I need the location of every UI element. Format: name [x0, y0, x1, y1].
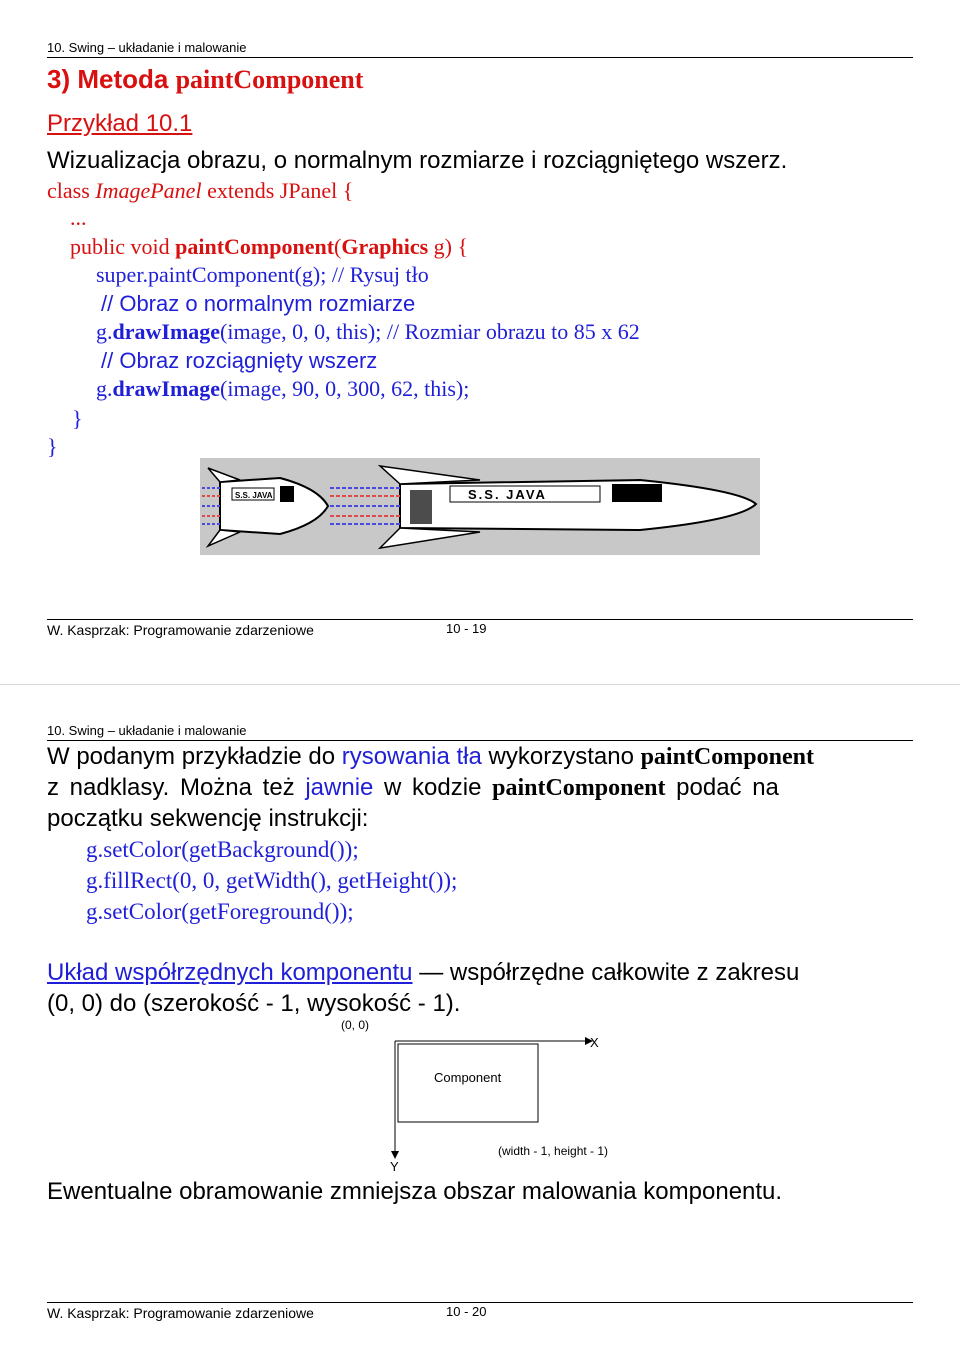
- section-title-text: 3) Metoda: [47, 64, 176, 94]
- text-run: — współrzędne całkowite z zakresu: [412, 959, 800, 986]
- code-comment-1: // Obraz o normalnym rozmiarze: [101, 291, 416, 316]
- code-line-3: g.setColor(getForeground());: [86, 899, 354, 924]
- coordinate-system-link: Układ współrzędnych komponentu: [47, 959, 413, 986]
- header-rule: [47, 740, 913, 741]
- code-line-1: [47, 178, 353, 204]
- text-run: paintComponent: [492, 775, 666, 801]
- code-token: g.: [96, 319, 113, 344]
- code-line-9: }: [72, 406, 83, 431]
- footer-author: W. Kasprzak: Programowanie zdarzeniowe: [47, 1305, 314, 1321]
- wide-rocket-label: S.S. JAVA: [468, 487, 547, 502]
- page-header: 10. Swing – układanie i malowanie: [47, 40, 247, 55]
- wide-rocket: [330, 466, 756, 548]
- component-label: Component: [434, 1070, 502, 1085]
- code-line-1: g.setColor(getBackground());: [86, 837, 359, 862]
- page-separator: [0, 684, 960, 685]
- paragraph-1-line-2: [47, 774, 779, 802]
- example-heading: Przykład 10.1: [47, 110, 193, 137]
- code-line-2: ...: [70, 205, 87, 230]
- text-run: podać na: [665, 774, 779, 801]
- page-header: 10. Swing – układanie i malowanie: [47, 723, 247, 738]
- text-run: rysowania tła: [341, 743, 482, 770]
- rocket-image: [200, 458, 760, 555]
- code-line-4: super.paintComponent(g); // Rysuj tło: [96, 262, 429, 287]
- text-run: W podanym przykładzie do: [47, 743, 342, 770]
- code-token: drawImage: [112, 319, 221, 344]
- code-token: (image, 0, 0, this); // Rozmiar obrazu to 85 x 62: [220, 319, 640, 344]
- footer-author: W. Kasprzak: Programowanie zdarzeniowe: [47, 622, 314, 638]
- footer-rule: [47, 619, 913, 620]
- closing-paragraph: Ewentualne obramowanie zmniejsza obszar malowania komponentu.: [47, 1178, 783, 1205]
- x-axis-label: X: [590, 1035, 599, 1050]
- code-token: public void: [70, 234, 176, 259]
- header-rule: [47, 57, 913, 58]
- footer-rule: [47, 1302, 913, 1303]
- code-comment-2: // Obraz rozciągnięty wszerz: [101, 348, 378, 373]
- code-line-8: [96, 376, 469, 402]
- coordinate-diagram-svg: [330, 1016, 630, 1174]
- footer-page-number: 10 - 20: [446, 1304, 487, 1319]
- code-token: g) {: [428, 234, 469, 259]
- origin-label: (0, 0): [341, 1018, 370, 1032]
- footer-page-number: 10 - 19: [446, 621, 487, 636]
- code-token: extends JPanel {: [201, 178, 354, 203]
- paragraph-1-line-3: początku sekwencję instrukcji:: [47, 805, 369, 832]
- rocket-illustration: [200, 458, 760, 555]
- small-rocket-label: S.S. JAVA: [235, 491, 273, 500]
- y-axis-label: Y: [390, 1159, 399, 1174]
- code-token: (: [334, 234, 342, 259]
- text-run: paintComponent: [640, 744, 814, 770]
- text-run: wykorzystano: [481, 743, 641, 770]
- code-line-3: [70, 234, 468, 260]
- corner-label: (width - 1, height - 1): [498, 1144, 609, 1158]
- code-token: ImagePanel: [95, 178, 202, 203]
- code-line-2: g.fillRect(0, 0, getWidth(), getHeight());: [86, 868, 458, 893]
- text-run: jawnie: [305, 774, 374, 801]
- text-run: w kodzie: [373, 774, 493, 801]
- paragraph-1-line-1: [47, 743, 814, 771]
- code-token: Graphics: [341, 234, 429, 259]
- code-line-10: }: [47, 434, 58, 459]
- section-title: [47, 64, 363, 95]
- paragraph-2-line-1: [47, 959, 799, 987]
- description: Wizualizacja obrazu, o normalnym rozmiarze i rozciągniętego wszerz.: [47, 147, 788, 174]
- section-title-code: paintComponent: [175, 65, 364, 94]
- code-token: (image, 90, 0, 300, 62, this);: [220, 376, 470, 401]
- small-rocket: [202, 468, 328, 546]
- code-line-6: [96, 319, 640, 345]
- paragraph-2-line-2: (0, 0) do (szerokość - 1, wysokość - 1).: [47, 990, 461, 1017]
- code-token: g.: [96, 376, 113, 401]
- coordinate-diagram: [330, 1016, 630, 1174]
- text-run: z nadklasy. Można też: [47, 774, 306, 801]
- code-token: paintComponent: [175, 234, 335, 259]
- code-token: drawImage: [112, 376, 221, 401]
- code-token: class: [47, 178, 96, 203]
